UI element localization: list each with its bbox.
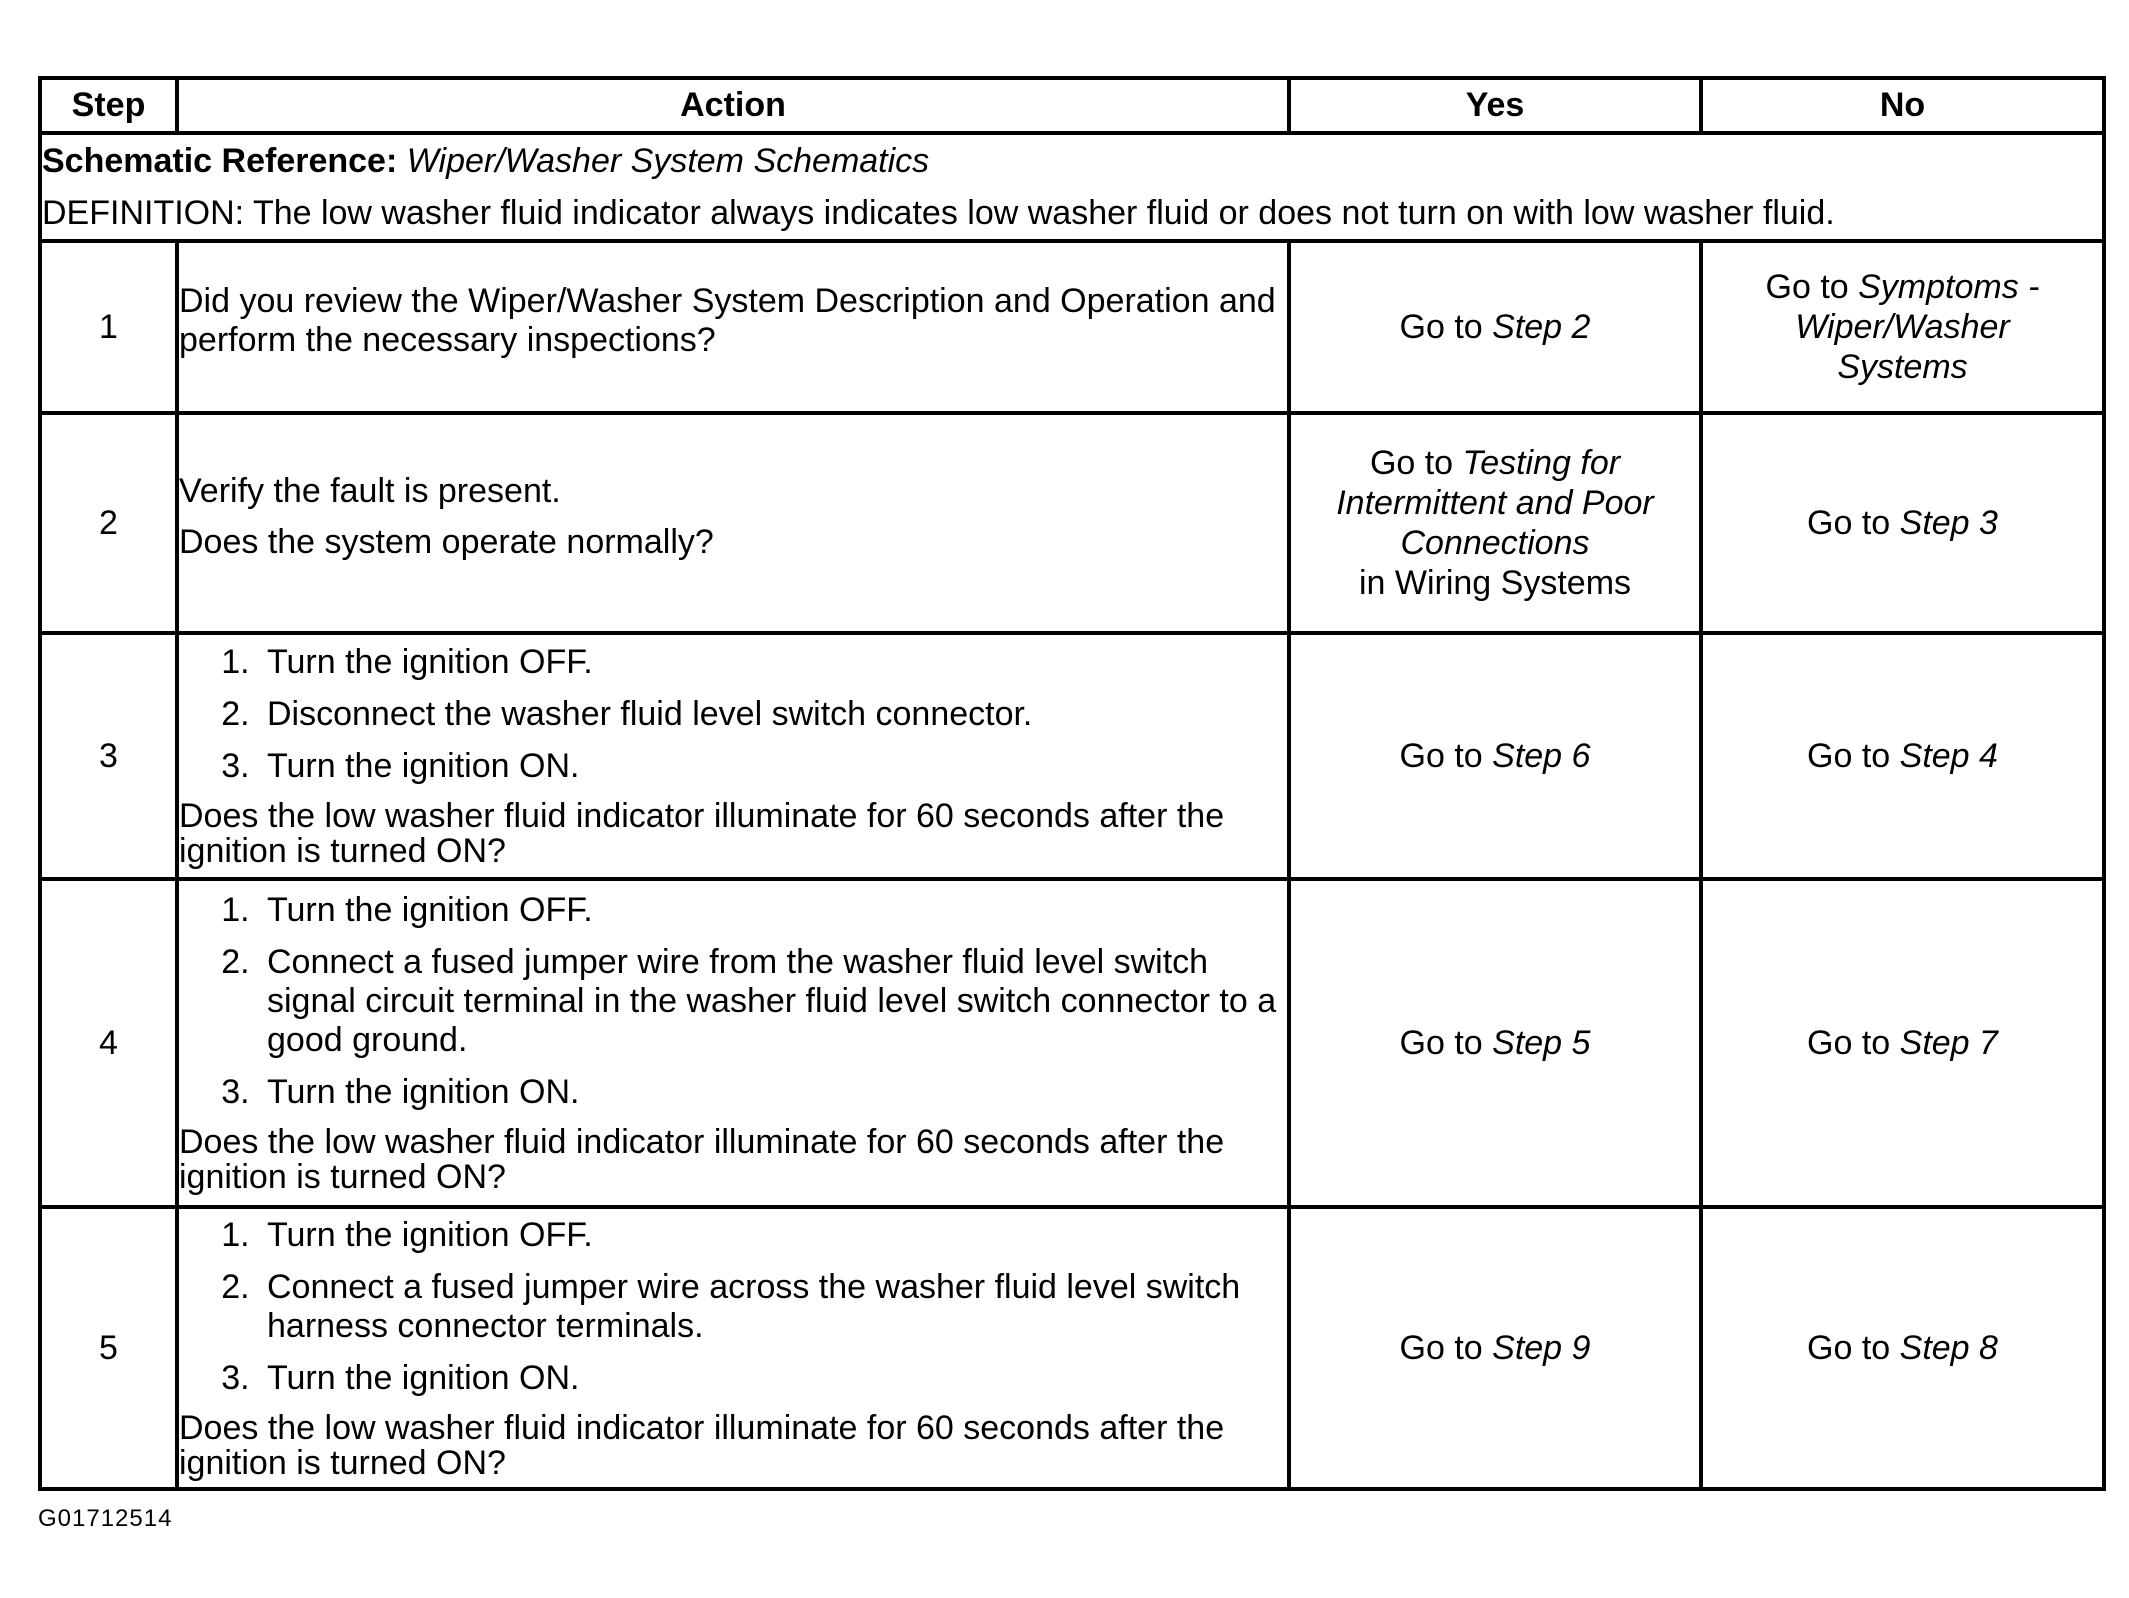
action-step-item: 3. Turn the ignition ON. [259,1359,1287,1398]
definition-text: DEFINITION: The low washer fluid indicator always indicates low washer fluid or does not turn on with low washer fluid. [42,194,1835,232]
action-step-item: 3. Turn the ignition ON. [259,747,1287,786]
no-cell [1701,241,2104,413]
action-step-item: 3. Turn the ignition ON. [259,1073,1287,1112]
action-step-item: 2. Disconnect the washer fluid level switch connector. [259,695,1287,734]
step-row-4 [40,879,2104,1207]
yes-prefix: Go to [1399,1024,1493,1062]
yes-link[interactable]: Step 6 [1492,737,1591,775]
reference-cell [40,133,2104,241]
diagnostic-table [38,76,2106,1491]
no-cell [1701,413,2104,633]
yes-cell [1289,633,1701,879]
step-number: 3 [40,633,177,879]
step-row-1 [40,241,2104,413]
no-cell [1701,1207,2104,1489]
yes-suffix: in Wiring Systems [1358,564,1632,602]
action-steps-list [179,891,1287,1112]
reference-row [40,133,2104,241]
step-row-5 [40,1207,2104,1489]
action-question: Does the low washer fluid indicator illuminate for 60 seconds after the ignition is turned ON? [179,1408,1225,1482]
yes-cell [1289,413,1701,633]
yes-cell [1289,1207,1701,1489]
action-cell [177,879,1289,1207]
header-step: Step [40,78,177,133]
action-step-item: 1. Turn the ignition OFF. [259,891,1287,930]
action-question: Does the low washer fluid indicator illuminate for 60 seconds after the ignition is turned ON? [179,797,1225,870]
action-step-item: 2. Connect a fused jumper wire across the washer fluid level switch harness connector terminals. [259,1268,1287,1346]
yes-prefix: Go to [1399,737,1493,775]
no-prefix: Go to [1807,1329,1900,1367]
step-number: 2 [40,413,177,633]
step-number: 1 [40,241,177,413]
step-number: 4 [40,879,177,1207]
action-question: Does the system operate normally? [179,523,714,561]
no-prefix: Go to [1807,737,1900,775]
no-link[interactable]: Step 7 [1899,1024,1998,1062]
no-prefix: Go to [1807,504,1900,542]
figure-code: G01712514 [38,1505,173,1532]
header-no: No [1701,78,2104,133]
action-step-item: 2. Connect a fused jumper wire from the washer fluid level switch signal circuit terminal in the washer fluid level switch connector to a good ground. [259,943,1287,1060]
action-cell [177,633,1289,879]
action-question: Does the low washer fluid indicator illuminate for 60 seconds after the ignition is turned ON? [179,1123,1225,1196]
yes-link[interactable]: Step 5 [1492,1024,1591,1062]
no-prefix: Go to [1807,1024,1900,1062]
yes-cell [1289,241,1701,413]
yes-prefix: Go to [1399,308,1493,346]
schematic-reference-link[interactable]: Wiper/Washer System Schematics [406,142,930,180]
no-cell [1701,633,2104,879]
yes-cell [1289,879,1701,1207]
action-steps-list [179,1216,1287,1398]
no-prefix: Go to [1765,268,1859,306]
header-row [40,78,2104,133]
action-step-item: 1. Turn the ignition OFF. [259,1216,1287,1255]
no-link[interactable]: Step 4 [1899,737,1998,775]
action-cell [177,241,1289,413]
yes-link[interactable]: Step 2 [1492,308,1591,346]
yes-link[interactable]: Step 9 [1492,1329,1591,1367]
no-cell [1701,879,2104,1207]
no-link[interactable]: Symptoms - Wiper/Washer Systems [1795,268,2040,386]
action-question: Did you review the Wiper/Washer System Description and Operation and perform the necessary inspections? [179,282,1276,359]
no-link[interactable]: Step 3 [1899,504,1998,542]
no-link[interactable]: Step 8 [1899,1329,1998,1367]
step-row-3 [40,633,2104,879]
action-cell [177,1207,1289,1489]
action-steps-list [179,643,1287,786]
action-cell [177,413,1289,633]
step-row-2 [40,413,2104,633]
step-number: 5 [40,1207,177,1489]
header-action: Action [177,78,1289,133]
yes-link[interactable]: Testing for Intermittent and Poor Connections [1336,444,1654,562]
action-step-item: 1. Turn the ignition OFF. [259,643,1287,682]
action-instruction: Verify the fault is present. [179,472,561,510]
header-yes: Yes [1289,78,1701,133]
schematic-reference [42,135,2102,187]
schematic-reference-label: Schematic Reference: [42,142,398,180]
yes-prefix: Go to [1399,1329,1493,1367]
yes-prefix: Go to [1369,444,1463,482]
